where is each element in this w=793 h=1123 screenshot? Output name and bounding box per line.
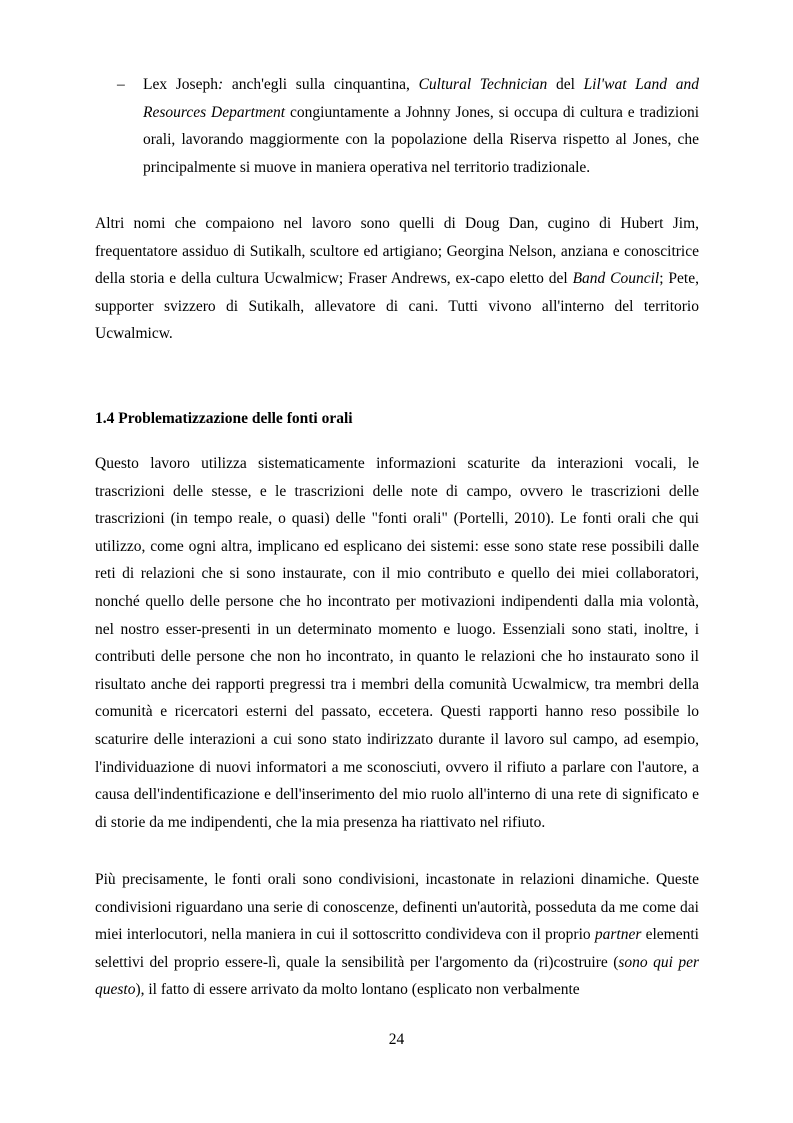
paragraph-sharing: [95, 866, 699, 1004]
bullet-dash: –: [117, 76, 125, 93]
paragraph-text-part: Altri nomi che compaiono nel lavoro sono quelli di Doug Dan, cugino di Hubert Jim, frequentatore assiduo di Sutikalh, scultore ed artigiano; Georgina Nelson, anziana e conoscitrice della storia e della cultura Ucwalmicw; Fraser Andrews, ex-capo eletto del: [95, 215, 699, 288]
paragraph-text-part: elementi selettivi del proprio essere-lì, quale la sensibilità per l'argomento da (ri)costruire (: [95, 926, 699, 971]
italic-sono-qui: sono qui per questo: [95, 953, 699, 999]
bullet-colon: :: [217, 76, 224, 93]
bullet-text-part: congiuntamente a Johnny Jones, si occupa di cultura e tradizioni orali, lavorando maggiormente con la popolazione della Riserva rispetto al Jones, che principalmente si muove in maniera operativa nel territorio tradizionale.: [143, 103, 699, 176]
bullet-item: [117, 71, 699, 181]
bullet-italic-department: Lil'wat Land and Resources Department: [143, 76, 699, 121]
bullet-person-name: Lex Joseph: [143, 76, 218, 93]
page-number: 24: [388, 1031, 405, 1048]
italic-band-council: Band Council: [572, 270, 660, 288]
bullet-text-part: anch'egli sulla cinquantina,: [223, 76, 419, 93]
paragraph-oral-sources: Questo lavoro utilizza sistematicamente informazioni scaturite da interazioni vocali, le trascrizioni delle stesse, e le trascrizioni delle note di campo, ovvero le trascrizioni delle trascrizioni (in tempo reale, o quasi) delle "fonti orali" (Portelli, 2010). Le fonti orali che qui utilizzo, come ogni altra, implicano ed esplicano dei sistemi: esse sono state rese possibili dalle reti di relazioni che si sono instaurate, con il mio contributo e quello dei miei collaboratori, nonché quello delle persone che ho incontrato per motivazioni indipendenti dalla mia volontà, nel nostro esser-presenti in un determinato momento e luogo. Essenziali sono stati, inoltre, i contributi delle persone che non ho incontrato, in quanto le relazioni che ho instaurato sono il risultato anche dei rapporti pregressi tra i membri della comunità Ucwalmicw, tra membri della comunità e ricercatori esterni del passato, eccetera. Questi rapporti hanno reso possibile lo scaturire delle interazioni a cui sono stato indirizzato durante il lavoro sul campo, ad esempio, l'individuazione di nuovi informatori a me sconosciuti, ovvero il rifiuto a parlare con l'autore, a causa dell'indentificazione e dell'inserimento del mio ruolo all'interno di una rete di significato e di storie da me indipendenti, che la mia presenza ha riattivato nel rifiuto.: [95, 455, 699, 831]
bullet-text: [143, 71, 699, 181]
paragraph-text-part: ), il fatto di essere arrivato da molto lontano (esplicato non verbalmente: [135, 981, 580, 999]
paragraph-text-part: ; Pete, supporter svizzero di Sutikalh, allevatore di cani. Tutti vivono all'interno del territorio Ucwalmicw.: [95, 270, 699, 343]
italic-partner: partner: [594, 926, 642, 944]
bullet-italic-role: Cultural Technician: [418, 76, 548, 93]
paragraph-other-names: [95, 210, 699, 348]
bullet-text-part: del: [547, 76, 584, 93]
paragraph-text-part: Più precisamente, le fonti orali sono condivisioni, incastonate in relazioni dinamiche. Queste condivisioni riguardano una serie di conoscenze, definenti un'autorità, posseduta da me come dai miei interlocutori, nella maniera in cui il sottoscritto condivideva con il proprio: [95, 871, 699, 944]
section-heading: 1.4 Problematizzazione delle fonti orali: [95, 410, 353, 427]
